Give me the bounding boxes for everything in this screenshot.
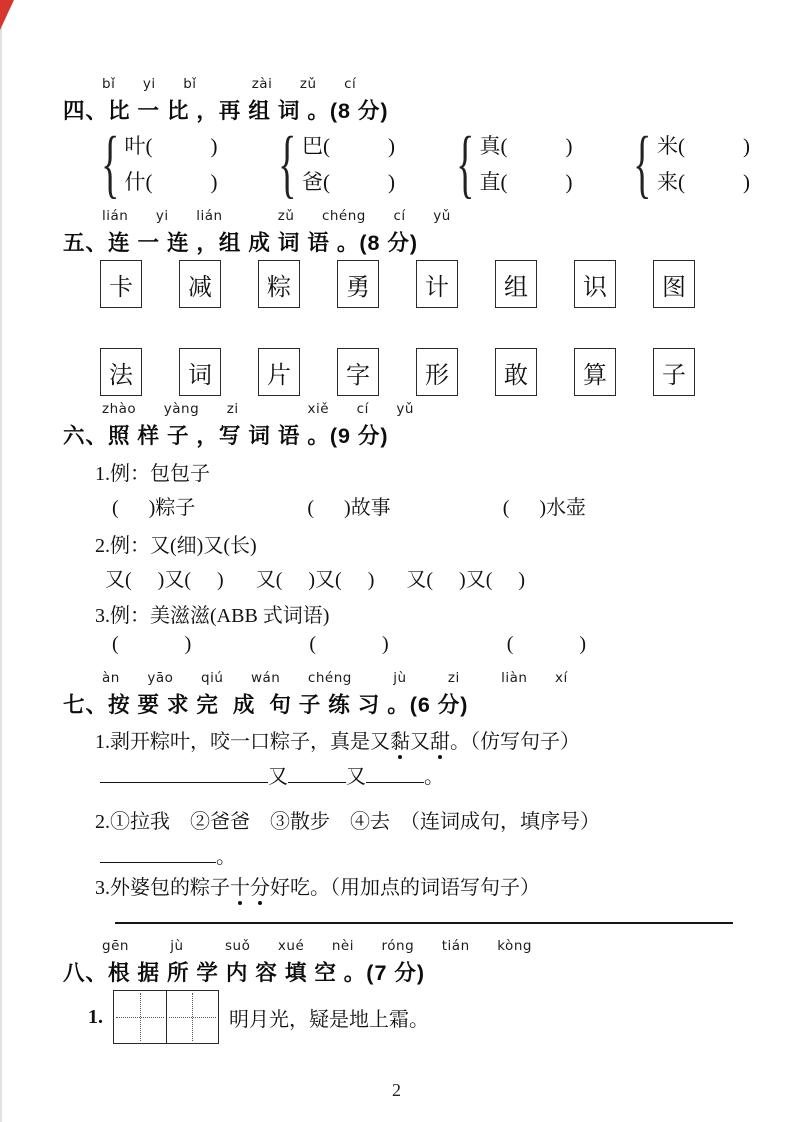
word: 又 [346,766,366,788]
close-paren: ) [565,134,573,159]
blank-word [112,491,195,520]
s6-item1-blanks [112,491,586,520]
close-paren: ) [210,170,218,195]
open-paren: ( [145,134,153,159]
hanzi: 叶 [124,134,146,159]
close-paren: ) [579,633,587,655]
section7-title: 七、按 要 求 完 成 句 子 练 习 。(6 分) [63,693,469,717]
answer-blank [366,762,424,783]
s6-item2-blanks [105,563,525,592]
section4-compare-groups [92,122,750,206]
section6-title: 六、照 样 子 ，写 词 语 。(9 分) [63,424,389,448]
sentence-part: 1.剥开粽叶，咬一口粽子，真是又 [95,731,390,753]
word: 又 [315,569,336,591]
word: 又 [255,569,276,591]
compare-row [302,168,395,196]
section4-pinyin: bǐ yi bǐ zài zǔ cí [102,76,357,92]
sentence-part: 3.外婆包的粽子 [95,877,230,899]
brace-glyph: { [633,122,652,206]
dotted-char: 十 [230,871,250,900]
section5-pinyin: lián yi lián zǔ chéng cí yǔ [102,208,451,224]
open-paren: ( [485,569,493,591]
compare-group [447,122,573,206]
brace-glyph: { [278,122,297,206]
sentence-part: 。（仿写句子） [450,731,580,753]
you-pair [105,563,224,592]
open-paren: ( [275,569,283,591]
writing-grid [113,990,219,1044]
match-box: 敢 [495,348,537,396]
word: 又 [105,569,125,591]
match-row-bottom [100,348,695,396]
open-paren: ( [184,569,192,591]
s7-item1-answer [100,760,444,789]
open-paren: ( [426,569,434,591]
open-paren: ( [502,497,510,519]
close-paren: ) [148,497,156,519]
close-paren: ) [565,170,573,195]
close-paren: ) [217,569,224,591]
period: 。 [424,766,444,788]
hanzi: 巴 [301,134,323,159]
compare-row [479,132,572,160]
hanzi: 爸 [301,170,323,195]
open-paren: ( [335,569,342,591]
s7-item3-answer-line [115,912,733,924]
match-box: 字 [337,348,379,396]
item-number: 1. [88,1005,103,1028]
match-box: 识 [574,260,616,308]
s6-item2-example: 2.例：又(细)又(长) [95,535,257,557]
word: 又 [406,569,427,591]
open-paren: ( [125,569,132,591]
word: 又 [164,569,185,591]
open-paren: ( [309,633,317,655]
match-box: 组 [495,260,537,308]
close-paren: ) [539,497,547,519]
compare-group [269,122,395,206]
section8-title: 八、根 据 所 学 内 容 填 空 。(7 分) [63,961,426,985]
sentence-part: 又 [410,731,430,753]
compare-row [302,132,395,160]
match-box: 卡 [100,260,142,308]
match-box: 子 [653,348,695,396]
hanzi: 来 [656,170,678,195]
close-paren: ) [308,569,316,591]
open-paren: ( [307,497,315,519]
period: 。 [216,846,236,868]
s7-item3-text [95,871,540,900]
close-paren: ) [742,170,750,195]
compare-row [479,168,572,196]
blank-paren [112,633,191,656]
close-paren: ) [367,569,375,591]
compare-row [124,132,217,160]
writing-grid-cell [114,991,166,1043]
open-paren: ( [322,170,330,195]
close-paren: ) [742,134,750,159]
compare-group [624,122,750,206]
section6-pinyin: zhào yàng zi xiě cí yǔ [102,401,414,417]
hanzi: 米 [656,134,678,159]
match-box: 粽 [258,260,300,308]
open-paren: ( [112,633,119,655]
you-pair [256,563,375,592]
section8-pinyin: gēn jù suǒ xué nèi róng tián kòng [102,938,532,954]
word: 又 [465,569,486,591]
writing-grid-cell [166,991,219,1043]
brace-glyph: { [456,122,475,206]
match-row-top [100,260,695,308]
close-paren: ) [210,134,218,159]
hanzi: 真 [479,134,501,159]
open-paren: ( [506,633,514,655]
answer-blank [100,842,216,863]
match-box: 减 [179,260,221,308]
open-paren: ( [677,170,685,195]
brace-glyph: { [101,122,120,206]
match-box: 图 [653,260,695,308]
s8-item1 [88,990,429,1044]
close-paren: ) [518,569,526,591]
compare-row [657,132,750,160]
s6-item3-blanks [112,633,586,656]
close-paren: ) [344,497,351,519]
match-box: 形 [416,348,458,396]
answer-blank [288,762,346,783]
compare-row [657,168,750,196]
hanzi: 什 [124,170,146,195]
match-box: 计 [416,260,458,308]
blank-word [503,491,586,520]
s7-item1-text [95,725,580,754]
you-pair [406,563,525,592]
close-paren: ) [387,170,395,195]
word: 粽子 [155,497,196,519]
dotted-char: 分 [250,871,270,900]
blank-word [307,491,390,520]
blank-paren [309,633,388,656]
blank-paren [507,633,586,656]
dotted-char: 甜 [430,725,450,754]
open-paren: ( [112,497,119,519]
close-paren: ) [382,633,389,655]
word: 水壶 [546,497,587,519]
s6-item3-example: 3.例：美滋滋(ABB 式词语) [95,605,330,627]
word: 故事 [350,497,391,519]
close-paren: ) [459,569,466,591]
scan-edge-artifact [0,0,2,1122]
s7-item2-text: 2.①拉我 ②爸爸 ③散步 ④去 （连词成句，填序号） [95,811,600,833]
page-corner-mark [0,0,14,30]
match-box: 勇 [337,260,379,308]
open-paren: ( [677,134,685,159]
compare-row [124,168,217,196]
s6-item1-example: 1.例：包包子 [95,463,210,485]
s8-item1-text: 明月光，疑是地上霜。 [229,1008,429,1031]
close-paren: ) [184,633,192,655]
open-paren: ( [500,134,508,159]
match-box: 词 [179,348,221,396]
match-box: 法 [100,348,142,396]
open-paren: ( [145,170,153,195]
page-number: 2 [392,1080,401,1100]
section5-title: 五、连 一 连 ，组 成 词 语 。(8 分) [63,231,419,255]
s7-item2-answer [100,840,236,869]
close-paren: ) [387,134,395,159]
compare-group [92,122,218,206]
match-box: 算 [574,348,616,396]
open-paren: ( [500,170,508,195]
answer-blank [100,762,268,783]
word: 又 [268,766,288,788]
match-box: 片 [258,348,300,396]
section4-title: 四、比 一 比 ，再 组 词 。(8 分) [63,99,389,123]
section7-pinyin: àn yāo qiú wán chéng jù zi liàn xí [102,670,568,686]
open-paren: ( [322,134,330,159]
sentence-part: 好吃。（用加点的词语写句子） [270,877,540,899]
hanzi: 直 [479,170,501,195]
dotted-char: 黏 [390,725,410,754]
close-paren: ) [157,569,165,591]
